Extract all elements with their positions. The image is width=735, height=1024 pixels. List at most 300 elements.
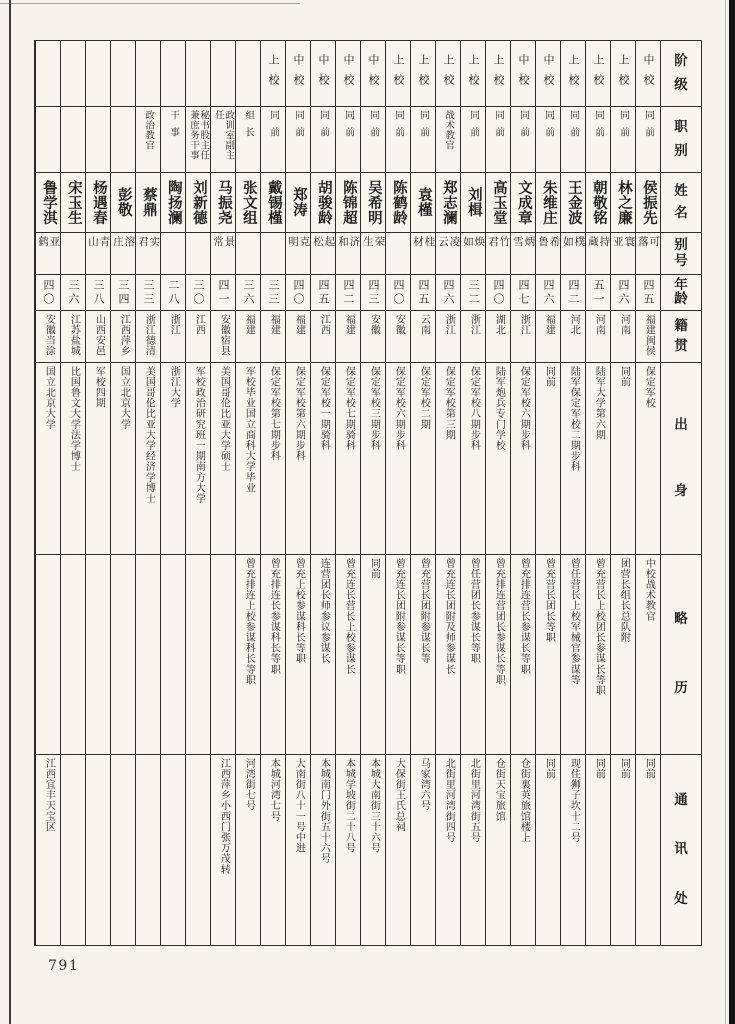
career-cell <box>461 555 485 755</box>
native-cell <box>111 311 135 363</box>
address-text: 仓街裏英旅馆楼上 <box>518 758 530 843</box>
age-text: 四二 <box>566 278 580 307</box>
name-text: 戴锡槿 <box>265 179 282 226</box>
rank-text: 中校 <box>541 53 555 94</box>
native-text: 湖北 <box>493 314 505 336</box>
address-cell <box>586 755 610 945</box>
age-cell <box>61 275 85 311</box>
origin-text: 比国鲁文大学法学博士 <box>68 366 80 472</box>
alias-cell <box>236 233 260 275</box>
origin-cell <box>411 363 435 555</box>
career-text: 曾充营长上校团长参谋长等职 <box>593 558 605 696</box>
person-column <box>485 41 510 945</box>
header-char: 通 <box>674 791 688 808</box>
rank-text: 上校 <box>441 53 455 94</box>
native-text: 江西 <box>193 314 205 336</box>
name-cell <box>411 173 435 233</box>
age-cell <box>336 275 360 311</box>
rank-cell <box>261 41 285 107</box>
origin-text: 保定军校七期骑科 <box>343 366 355 451</box>
alias-cell <box>636 233 660 275</box>
age-cell <box>386 275 410 311</box>
address-cell <box>511 755 535 945</box>
name-cell <box>86 173 110 233</box>
person-column <box>110 41 135 945</box>
age-cell <box>211 275 235 311</box>
age-cell <box>111 275 135 311</box>
scan-edge-right-line <box>725 0 726 1024</box>
native-text: 安徽当涂 <box>43 314 55 357</box>
person-column <box>435 41 460 945</box>
duty-cell <box>336 107 360 173</box>
origin-text: 美国哥伦比亚大学硕士 <box>218 366 230 472</box>
person-column <box>635 41 660 945</box>
native-cell <box>161 311 185 363</box>
origin-text: 陆军大学第六期 <box>593 366 605 441</box>
address-cell <box>261 755 285 945</box>
alias-text: 济和 <box>337 236 360 255</box>
duty-cell <box>486 107 510 173</box>
person-column <box>360 41 385 945</box>
address-text: 江西萍乡小西门张万茂转 <box>218 758 230 875</box>
origin-cell <box>311 363 335 555</box>
rank-cell <box>311 41 335 107</box>
native-cell <box>211 311 235 363</box>
duty-text: 同前 <box>293 110 305 145</box>
alias-text: 溶庄 <box>112 236 135 255</box>
age-cell <box>36 275 60 311</box>
alias-cell <box>311 233 335 275</box>
alias-cell <box>461 233 485 275</box>
duty-text: 同前 <box>268 110 280 145</box>
name-text: 吴希明 <box>365 179 382 226</box>
duty-cell <box>186 107 210 173</box>
address-cell <box>386 755 410 945</box>
name-text: 陶扬澜 <box>165 179 182 226</box>
duty-cell <box>386 107 410 173</box>
duty-cell <box>436 107 460 173</box>
name-text: 刘新德 <box>190 179 207 226</box>
alias-text: 焕如 <box>462 236 485 255</box>
career-cell <box>586 555 610 755</box>
career-cell <box>61 555 85 755</box>
career-cell <box>186 555 210 755</box>
name-text: 郑志澜 <box>440 179 457 226</box>
career-text: 曾充排连营长参谋长等职 <box>518 558 530 675</box>
name-text: 陈鹤龄 <box>390 179 407 226</box>
name-text: 张文组 <box>240 179 257 226</box>
header-label-name <box>661 173 701 233</box>
age-cell <box>486 275 510 311</box>
career-cell <box>536 555 560 755</box>
alias-cell <box>361 233 385 275</box>
native-cell <box>361 311 385 363</box>
name-text: 马振尧 <box>215 179 232 226</box>
rank-cell <box>511 41 535 107</box>
duty-cell <box>461 107 485 173</box>
age-text: 四〇 <box>491 278 505 307</box>
origin-cell <box>211 363 235 555</box>
career-text: 曾任营团长参谋长等职 <box>468 558 480 664</box>
person-column <box>185 41 210 945</box>
duty-cell <box>411 107 435 173</box>
native-cell <box>486 311 510 363</box>
duty-cell <box>536 107 560 173</box>
career-text: 曾充营长团长等职 <box>543 558 555 643</box>
origin-cell <box>511 363 535 555</box>
career-cell <box>411 555 435 755</box>
name-cell <box>211 173 235 233</box>
alias-cell <box>411 233 435 275</box>
header-column <box>660 41 701 945</box>
person-column <box>35 41 60 945</box>
rank-cell <box>611 41 635 107</box>
duty-text: 同前 <box>568 110 580 145</box>
name-text: 朱维庄 <box>540 179 557 226</box>
address-cell <box>286 755 310 945</box>
age-text: 三三 <box>266 278 280 307</box>
rank-cell <box>86 41 110 107</box>
person-column <box>285 41 310 945</box>
age-text: 四六 <box>441 278 455 307</box>
alias-cell <box>561 233 585 275</box>
address-text: 同前 <box>643 758 655 780</box>
address-cell <box>611 755 635 945</box>
name-text: 杨遇春 <box>90 179 107 226</box>
rank-cell <box>236 41 260 107</box>
header-label-origin <box>661 363 701 555</box>
duty-text: 干事 <box>168 110 180 145</box>
native-cell <box>411 311 435 363</box>
name-text: 陈锦超 <box>340 179 357 226</box>
origin-cell <box>561 363 585 555</box>
address-cell <box>486 755 510 945</box>
career-text: 曾充排连营团长参谋长等职 <box>493 558 505 686</box>
career-text: 团营长组长总队附 <box>618 558 630 643</box>
rank-cell <box>161 41 185 107</box>
origin-cell <box>536 363 560 555</box>
origin-cell <box>611 363 635 555</box>
name-text: 王金波 <box>565 179 582 226</box>
career-text: 同前 <box>368 558 380 580</box>
native-cell <box>336 311 360 363</box>
header-char: 年 <box>674 276 688 293</box>
rank-cell <box>211 41 235 107</box>
origin-text: 浙江大学 <box>168 366 180 409</box>
career-cell <box>436 555 460 755</box>
native-text: 江西 <box>318 314 330 336</box>
duty-cell <box>86 107 110 173</box>
origin-cell <box>61 363 85 555</box>
duty-cell <box>511 107 535 173</box>
name-cell <box>511 173 535 233</box>
native-text: 浙江 <box>468 314 480 336</box>
origin-cell <box>486 363 510 555</box>
name-cell <box>311 173 335 233</box>
rank-text: 中校 <box>641 53 655 94</box>
header-char: 身 <box>674 482 688 499</box>
native-cell <box>136 311 160 363</box>
native-text: 浙江德清 <box>143 314 155 357</box>
career-cell <box>161 555 185 755</box>
duty-cell <box>161 107 185 173</box>
native-cell <box>286 311 310 363</box>
header-char: 讯 <box>674 841 688 858</box>
native-text: 江西萍乡 <box>118 314 130 357</box>
origin-cell <box>361 363 385 555</box>
alias-cell <box>511 233 535 275</box>
origin-text: 军校毕业国立商科大学毕业 <box>243 366 255 494</box>
address-text: 本城大南街三十六号 <box>368 758 380 854</box>
native-text: 安徽 <box>368 314 380 336</box>
origin-cell <box>461 363 485 555</box>
duty-text: 同前 <box>468 110 480 145</box>
rank-text: 中校 <box>366 53 380 94</box>
name-cell <box>586 173 610 233</box>
origin-text: 美国哥伦比亚大学经济学博士 <box>143 366 155 504</box>
header-char: 名 <box>674 204 688 221</box>
alias-cell <box>61 233 85 275</box>
address-text: 同前 <box>618 758 630 780</box>
career-text: 曾充连长团附及师参谋长 <box>443 558 455 675</box>
native-cell <box>261 311 285 363</box>
native-text: 福建 <box>268 314 280 336</box>
origin-cell <box>286 363 310 555</box>
address-cell <box>61 755 85 945</box>
age-text: 四五 <box>641 278 655 307</box>
header-char: 别 <box>674 236 688 253</box>
career-text: 曾充上校参谋科长等职 <box>293 558 305 664</box>
career-text: 曾充排连上校参谋科长等职 <box>243 558 255 686</box>
address-cell <box>561 755 585 945</box>
career-cell <box>36 555 60 755</box>
career-text: 曾充连长营长上校参谋长 <box>343 558 355 675</box>
alias-text: 寰亚 <box>612 236 635 255</box>
person-column <box>535 41 560 945</box>
age-cell <box>161 275 185 311</box>
duty-cell <box>286 107 310 173</box>
native-cell <box>61 311 85 363</box>
career-cell <box>311 555 335 755</box>
alias-text: 景常 <box>212 236 235 255</box>
rank-cell <box>436 41 460 107</box>
name-text: 高玉堂 <box>490 179 507 226</box>
name-cell <box>461 173 485 233</box>
address-cell <box>636 755 660 945</box>
alias-cell <box>186 233 210 275</box>
age-text: 四六 <box>541 278 555 307</box>
person-column <box>210 41 235 945</box>
rank-text: 上校 <box>416 53 430 94</box>
rank-cell <box>636 41 660 107</box>
person-column <box>135 41 160 945</box>
rank-text: 上校 <box>491 53 505 94</box>
career-cell <box>111 555 135 755</box>
alias-cell <box>611 233 635 275</box>
age-text: 四五 <box>416 278 430 307</box>
address-text: 河湾街七号 <box>243 758 255 811</box>
duty-cell <box>586 107 610 173</box>
name-cell <box>161 173 185 233</box>
person-column <box>235 41 260 945</box>
address-cell <box>86 755 110 945</box>
name-cell <box>261 173 285 233</box>
native-text: 福建 <box>343 314 355 336</box>
rank-cell <box>336 41 360 107</box>
header-char: 号 <box>674 252 688 269</box>
duty-text: 同前 <box>393 110 405 145</box>
rank-cell <box>486 41 510 107</box>
header-label-address <box>661 755 701 945</box>
alias-text: 亚鹤 <box>37 236 60 255</box>
alias-cell <box>136 233 160 275</box>
duty-text: 同前 <box>518 110 530 145</box>
origin-text: 军校政治研究班一期南方大学 <box>193 366 205 504</box>
header-char: 处 <box>674 890 688 907</box>
origin-text: 国立北京大学 <box>43 366 55 430</box>
address-cell <box>136 755 160 945</box>
address-text: 同前 <box>543 758 555 780</box>
rank-cell <box>461 41 485 107</box>
origin-text: 保定军校六期步科 <box>393 366 405 451</box>
duty-text: 同前 <box>593 110 605 145</box>
origin-cell <box>86 363 110 555</box>
native-cell <box>386 311 410 363</box>
person-column <box>585 41 610 945</box>
duty-text: 同前 <box>318 110 330 145</box>
person-column <box>385 41 410 945</box>
age-text: 五一 <box>591 278 605 307</box>
name-cell <box>611 173 635 233</box>
career-cell <box>286 555 310 755</box>
rank-cell <box>411 41 435 107</box>
address-cell <box>536 755 560 945</box>
native-text: 福建闽侯 <box>643 314 655 357</box>
address-text: 大保街王氏总祠 <box>393 758 405 833</box>
career-cell <box>511 555 535 755</box>
rank-text: 上校 <box>616 53 630 94</box>
name-text: 袁槿 <box>415 187 432 218</box>
duty-cell <box>636 107 660 173</box>
address-cell <box>461 755 485 945</box>
rank-text: 上校 <box>466 53 480 94</box>
duty-cell <box>61 107 85 173</box>
native-cell <box>186 311 210 363</box>
rank-text: 中校 <box>516 53 530 94</box>
alias-text: 炳雪 <box>512 236 535 255</box>
origin-cell <box>36 363 60 555</box>
address-cell <box>111 755 135 945</box>
scan-edge-right <box>729 0 735 1024</box>
name-cell <box>561 173 585 233</box>
rank-text: 上校 <box>266 53 280 94</box>
origin-text: 陆军保定军校二期步科 <box>568 366 580 472</box>
age-text: 四七 <box>516 278 530 307</box>
rank-cell <box>361 41 385 107</box>
origin-cell <box>636 363 660 555</box>
origin-text: 保定军校第三期 <box>443 366 455 441</box>
age-text: 三〇 <box>191 278 205 307</box>
age-cell <box>286 275 310 311</box>
address-text: 大南街八十一号中进 <box>293 758 305 854</box>
address-text: 江西宜丰天宝区 <box>43 758 55 833</box>
person-column <box>560 41 585 945</box>
duty-text: 同前 <box>543 110 555 145</box>
header-char: 出 <box>674 416 688 433</box>
age-cell <box>411 275 435 311</box>
age-text: 三八 <box>91 278 105 307</box>
native-text: 福建 <box>543 314 555 336</box>
scan-edge-top <box>0 3 300 4</box>
header-label-duty <box>661 107 701 173</box>
address-cell <box>311 755 335 945</box>
duty-cell <box>311 107 335 173</box>
rank-text: 中校 <box>341 53 355 94</box>
alias-cell <box>436 233 460 275</box>
origin-text: 保定军校八期步科 <box>468 366 480 451</box>
person-column <box>610 41 635 945</box>
address-text: 马家湾六号 <box>418 758 430 811</box>
age-text: 三四 <box>116 278 130 307</box>
name-cell <box>236 173 260 233</box>
native-cell <box>511 311 535 363</box>
name-cell <box>536 173 560 233</box>
age-text: 四六 <box>616 278 630 307</box>
age-cell <box>86 275 110 311</box>
name-cell <box>186 173 210 233</box>
duty-cell <box>36 107 60 173</box>
native-cell <box>536 311 560 363</box>
alias-cell <box>286 233 310 275</box>
age-cell <box>611 275 635 311</box>
native-text: 安徽宿县 <box>218 314 230 357</box>
alias-text: 樸如 <box>562 236 585 255</box>
duty-text: 战术教官 <box>443 110 455 151</box>
native-cell <box>586 311 610 363</box>
alias-text: 桂材 <box>412 236 435 255</box>
origin-cell <box>111 363 135 555</box>
header-char: 贯 <box>674 337 688 354</box>
duty-text: 同前 <box>493 110 505 145</box>
name-text: 侯振先 <box>640 179 657 226</box>
address-cell <box>186 755 210 945</box>
header-label-rank <box>661 41 701 107</box>
origin-text: 保定军校一期骑科 <box>318 366 330 451</box>
person-column <box>260 41 285 945</box>
rank-text: 上校 <box>566 53 580 94</box>
name-text: 文成章 <box>515 179 532 226</box>
rank-cell <box>61 41 85 107</box>
career-cell <box>611 555 635 755</box>
alias-text: 荣生 <box>362 236 385 255</box>
name-cell <box>286 173 310 233</box>
age-cell <box>436 275 460 311</box>
alias-cell <box>161 233 185 275</box>
native-cell <box>86 311 110 363</box>
origin-cell <box>436 363 460 555</box>
native-text: 福建 <box>243 314 255 336</box>
native-text: 江苏盐城 <box>68 314 80 357</box>
duty-text: 同前 <box>368 110 380 145</box>
alias-cell <box>36 233 60 275</box>
origin-text: 同前 <box>618 366 630 388</box>
origin-cell <box>236 363 260 555</box>
origin-text: 保定军校六期步科 <box>518 366 530 451</box>
name-text: 刘楫 <box>465 187 482 218</box>
career-text: 曾充营长团附参谋长等 <box>418 558 430 664</box>
alias-text: 持蔵 <box>587 236 610 255</box>
rank-cell <box>36 41 60 107</box>
